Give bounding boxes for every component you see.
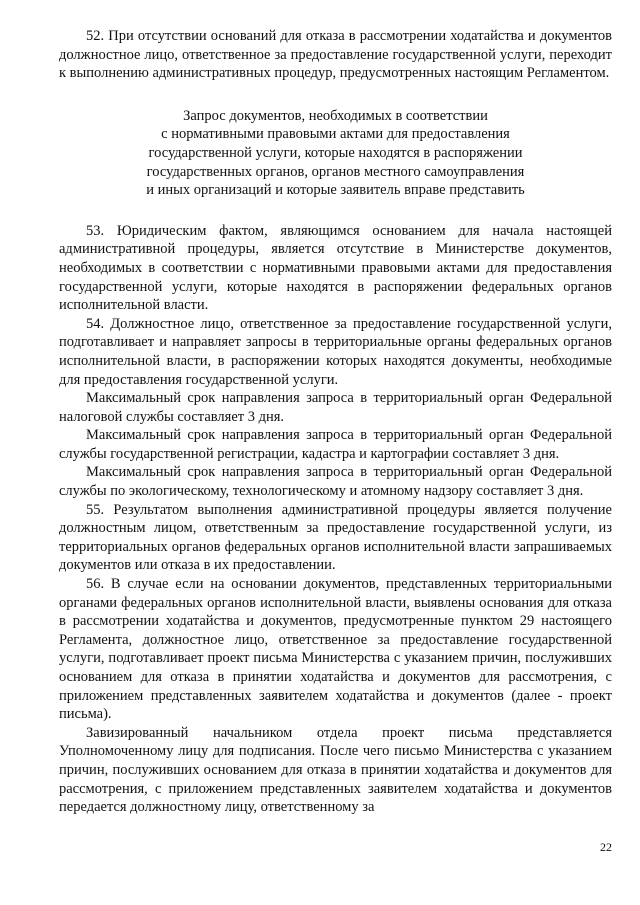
document-body [59, 27, 612, 817]
paragraph-52: 52. При отсутствии оснований для отказа в рассмотрении ходатайства и документов должностное лицо, ответственное за предоставление государственной услуги, переходит к выполнению административных процедур, предусмотренных настоящим Регламентом. [59, 28, 612, 82]
heading-line: с нормативными правовыми актами для предоставления [161, 126, 510, 143]
paragraph-55: 55. Результатом выполнения административной процедуры является получение должностным лицом, ответственным за предоставление государственной услуги, из территориальных органов федеральных органов исполнительной власти запрашиваемых документов или отказа в их предоставлении. [59, 501, 612, 574]
heading-line: государственных органов, органов местного самоуправления [146, 163, 525, 180]
paragraph-deadline-supervision: Максимальный срок направления запроса в территориальный орган Федеральной службы по экологическому, технологическому и атомному надзору составляет 3 дня. [59, 464, 612, 500]
paragraph-deadline-registration: Максимальный срок направления запроса в территориальный орган Федеральной службы государственной регистрации, кадастра и картографии составляет 3 дня. [59, 427, 612, 462]
paragraph-approval: Завизированный начальником отдела проект письма представляется Уполномоченному лицу для подписания. После чего письмо Министерства с указанием причин, послуживших основанием для отказа в принятии ходатайства и документов для рассмотрения, с приложением представленных заявителем ходатайства и документов передается должностному лицу, ответственному за [59, 724, 612, 816]
heading-line: государственной услуги, которые находятся в распоряжении [148, 144, 523, 161]
paragraph-53: 53. Юридическим фактом, являющимся основанием для начала настоящей административной процедуры, является отсутствие в Министерстве документов, необходимых в соответствии с нормативными правовыми актами для предоставления государственной услуги, которые находятся в распоряжении федеральных органов исполнительной власти. [59, 222, 612, 314]
paragraph-54: 54. Должностное лицо, ответственное за предоставление государственной услуги, подготавливает и направляет запросы в территориальные органы федеральных органов исполнительной власти, в распоряжении которых находятся документы, необходимые для предоставления государственной услуги. [59, 315, 612, 388]
page-number: 22 [600, 840, 612, 854]
paragraph-deadline-tax: Максимальный срок направления запроса в территориальный орган Федеральной налоговой службы составляет 3 дня. [59, 390, 612, 425]
heading-line: и иных организаций и которые заявитель вправе представить [146, 182, 525, 199]
section-heading [59, 107, 612, 200]
paragraph-56: 56. В случае если на основании документов, представленных территориальными органами федеральных органов исполнительной власти, выявлены основания для отказа в рассмотрении ходатайства и документов, предусмотренные пунктом 29 настоящего Регламента, должностное лицо, ответственное за предоставление государственной услуги, подготавливает проект письма Министерства с указанием причин, послуживших основанием для отказа в принятии ходатайства и документов для рассмотрения, с приложением представленных заявителем ходатайства и документов (далее - проект письма). [59, 576, 612, 723]
heading-line: Запрос документов, необходимых в соответствии [183, 107, 488, 124]
